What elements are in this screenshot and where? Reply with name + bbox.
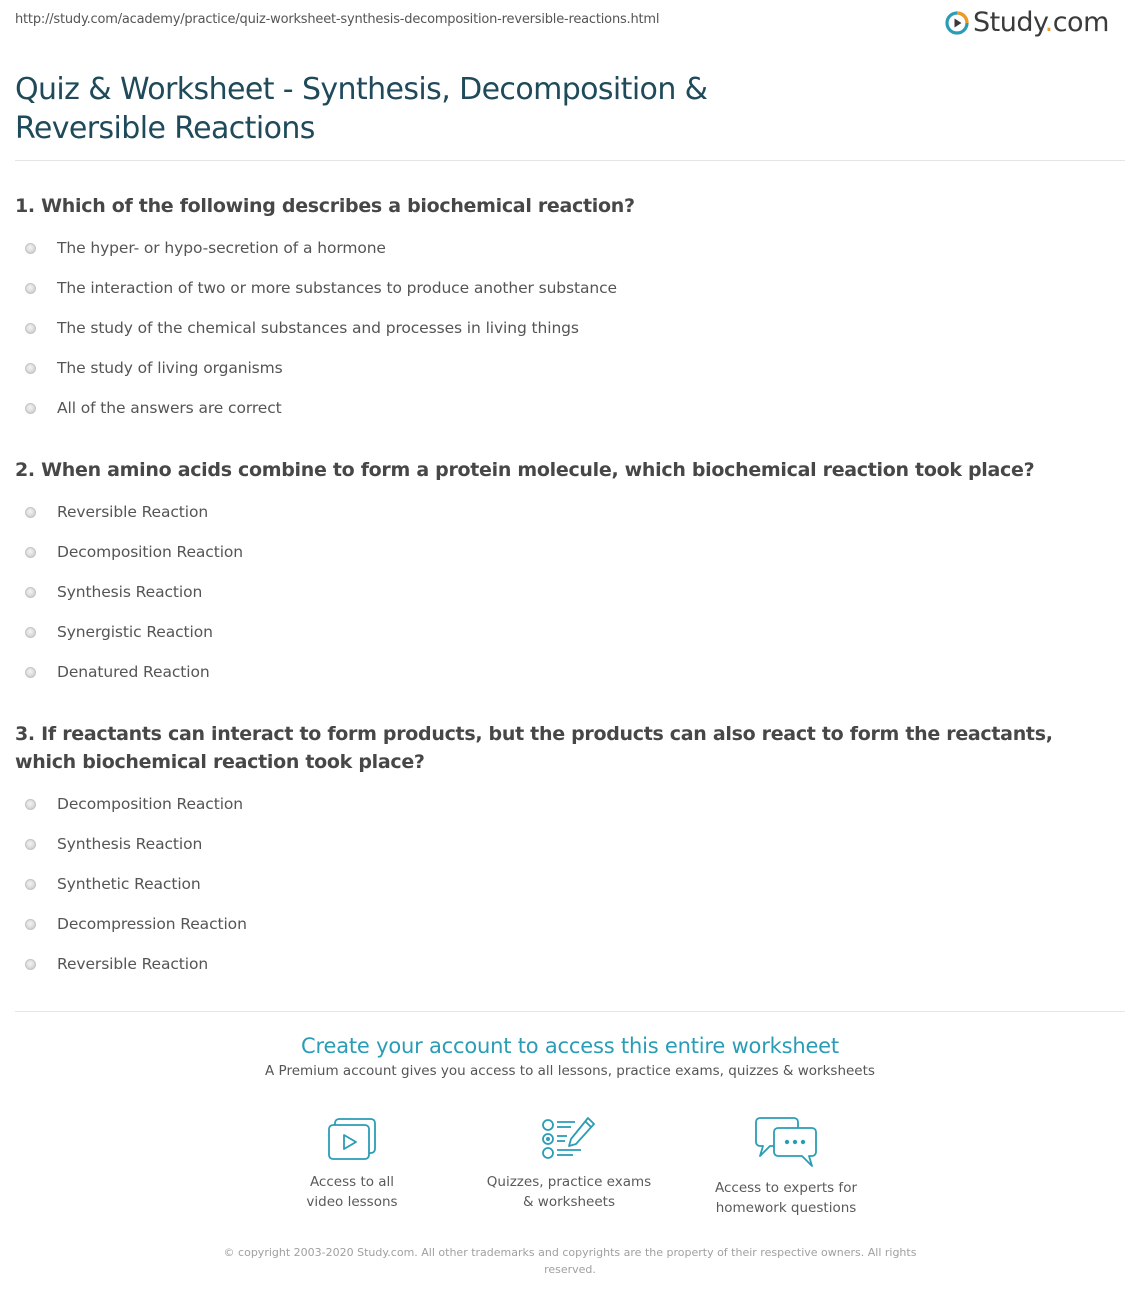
video-lessons-icon (326, 1116, 378, 1162)
feature-label (252, 1172, 452, 1212)
answer-option[interactable] (15, 652, 1105, 692)
feature-line: & worksheets (522, 1194, 615, 1210)
answer-option[interactable] (15, 824, 1105, 864)
answer-label: Synthetic Reaction (57, 875, 201, 893)
radio-button-icon[interactable] (25, 799, 36, 810)
answer-option[interactable] (15, 228, 1105, 268)
answer-option[interactable] (15, 388, 1105, 428)
feature-experts (686, 1116, 886, 1218)
radio-button-icon[interactable] (25, 243, 36, 254)
answer-option[interactable] (15, 944, 1105, 984)
answer-label: Synthesis Reaction (57, 583, 203, 601)
answer-label: Reversible Reaction (57, 955, 209, 973)
cta-divider (15, 1011, 1125, 1012)
copyright-footer: © copyright 2003-2020 Study.com. All other trademarks and copyrights are the property of their respective owners. All rights reserved. (223, 1246, 917, 1276)
feature-line: Quizzes, practice exams (486, 1174, 652, 1190)
question-text: 2. When amino acids combine to form a protein molecule, which biochemical reaction took place? (15, 459, 1035, 481)
answer-label: Decomposition Reaction (57, 543, 244, 561)
answer-label: Decomposition Reaction (57, 795, 244, 813)
page-url: http://study.com/academy/practice/quiz-worksheet-synthesis-decomposition-reversible-reactions.html (15, 12, 660, 27)
answer-label: Decompression Reaction (57, 915, 247, 933)
answer-label: The hyper- or hypo-secretion of a hormone (57, 239, 386, 257)
answer-label: The study of living organisms (57, 359, 283, 377)
answer-option[interactable] (15, 612, 1105, 652)
play-logo-icon (945, 11, 969, 35)
feature-line: homework questions (715, 1200, 857, 1216)
question-text: 3. If reactants can interact to form products, but the products can also react to form the reactants, which biochemical reaction took place? (15, 723, 1053, 773)
feature-label (686, 1178, 886, 1218)
logo-text: Study (973, 7, 1045, 38)
feature-line: video lessons (306, 1194, 398, 1210)
feature-quizzes (469, 1116, 669, 1212)
answer-option[interactable] (15, 864, 1105, 904)
answer-label: Reversible Reaction (57, 503, 209, 521)
answer-label: The interaction of two or more substances to produce another substance (57, 279, 617, 297)
question-3 (15, 720, 1105, 984)
cta-title[interactable]: Create your account to access this entire worksheet (301, 1034, 839, 1058)
answer-option[interactable] (15, 348, 1105, 388)
radio-button-icon[interactable] (25, 919, 36, 930)
answer-label: Synthesis Reaction (57, 835, 203, 853)
logo-dot: . (1044, 7, 1053, 38)
study-logo[interactable] (945, 8, 1109, 38)
answer-option[interactable] (15, 572, 1105, 612)
chat-bubbles-icon (754, 1116, 818, 1168)
answer-options (15, 228, 1105, 428)
logo-wordmark (973, 8, 1109, 38)
answer-option[interactable] (15, 268, 1105, 308)
radio-button-icon[interactable] (25, 363, 36, 374)
answer-options (15, 784, 1105, 984)
answer-option[interactable] (15, 532, 1105, 572)
radio-button-icon[interactable] (25, 879, 36, 890)
radio-button-icon[interactable] (25, 667, 36, 678)
answer-option[interactable] (15, 492, 1105, 532)
radio-button-icon[interactable] (25, 547, 36, 558)
radio-button-icon[interactable] (25, 323, 36, 334)
radio-button-icon[interactable] (25, 403, 36, 414)
logo-suffix: com (1052, 7, 1109, 38)
radio-button-icon[interactable] (25, 507, 36, 518)
title-divider (15, 160, 1125, 161)
radio-button-icon[interactable] (25, 839, 36, 850)
answer-label: Denatured Reaction (57, 663, 210, 681)
answer-options (15, 492, 1105, 692)
answer-option[interactable] (15, 308, 1105, 348)
feature-label (469, 1172, 669, 1212)
feature-line: Access to all (309, 1174, 395, 1190)
answer-label: The study of the chemical substances and processes in living things (57, 319, 579, 337)
cta-subtitle: A Premium account gives you access to all lessons, practice exams, quizzes & worksheets (265, 1063, 875, 1079)
feature-line: Access to experts for (714, 1180, 857, 1196)
cta-section (0, 1034, 1140, 1079)
page-title: Quiz & Worksheet - Synthesis, Decomposition & Reversible Reactions (15, 72, 708, 146)
radio-button-icon[interactable] (25, 627, 36, 638)
radio-button-icon[interactable] (25, 283, 36, 294)
radio-button-icon[interactable] (25, 587, 36, 598)
radio-button-icon[interactable] (25, 959, 36, 970)
question-text: 1. Which of the following describes a biochemical reaction? (15, 195, 635, 217)
answer-label: All of the answers are correct (57, 399, 282, 417)
answer-option[interactable] (15, 904, 1105, 944)
quiz-checklist-icon (541, 1116, 597, 1162)
answer-option[interactable] (15, 784, 1105, 824)
feature-video-lessons (252, 1116, 452, 1212)
answer-label: Synergistic Reaction (57, 623, 213, 641)
question-1 (15, 192, 1105, 428)
question-2 (15, 456, 1105, 692)
